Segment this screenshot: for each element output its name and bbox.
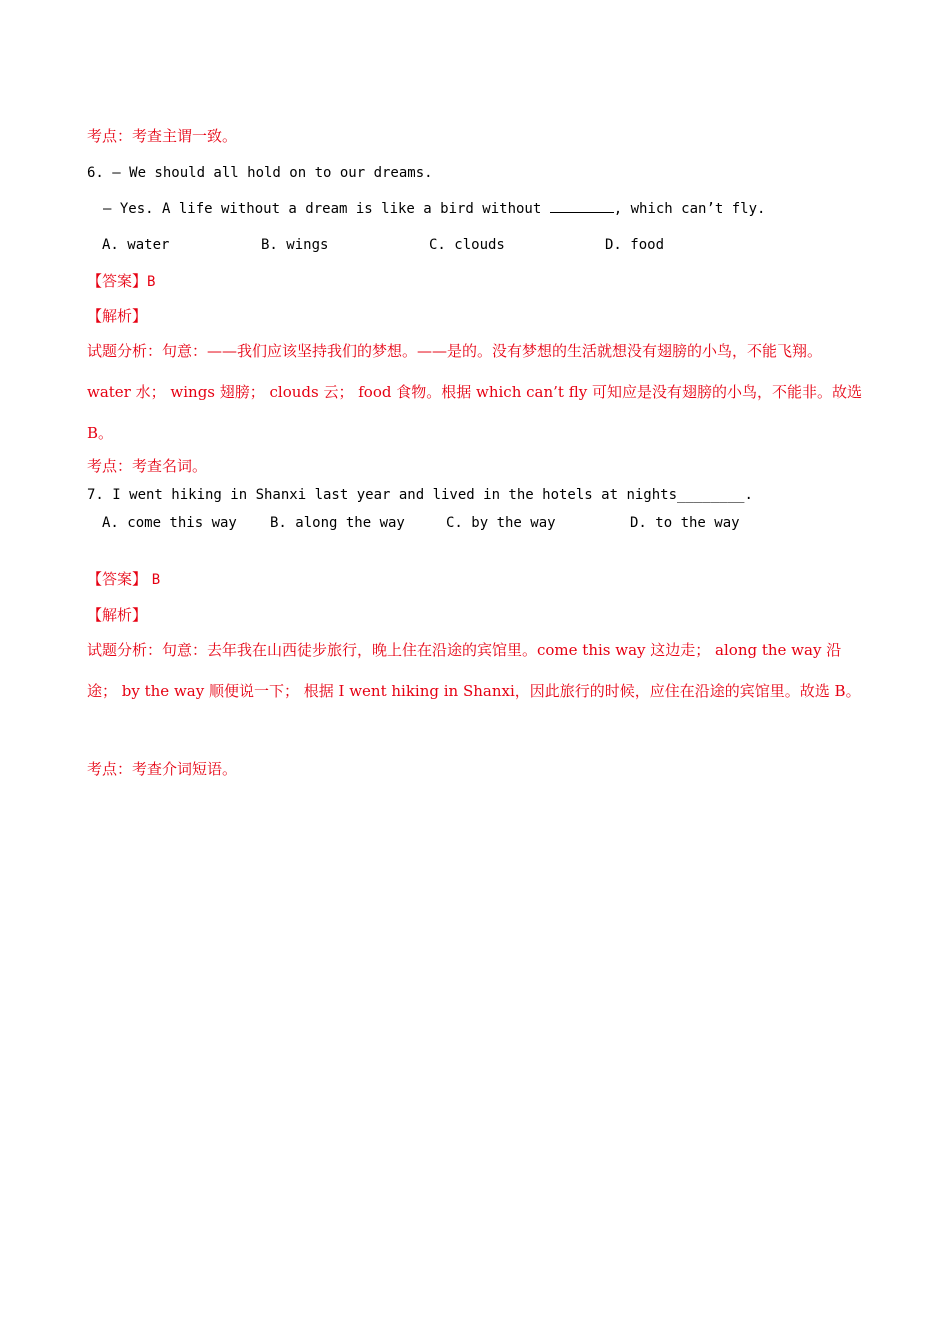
q6-option-a: A. water — [102, 237, 170, 253]
q6-option-c: C. clouds — [429, 237, 505, 253]
q6-question-line1: 6. — We should all hold on to our dreams. — [87, 165, 433, 181]
q6-options — [87, 235, 867, 255]
q6-line2-before: — Yes. A life without a dream is like a bird without — [103, 201, 542, 217]
q7-analysis-label: 【解析】 — [87, 606, 148, 624]
q7-answer-value: B — [151, 572, 161, 588]
q6-answer-blank — [550, 200, 614, 213]
q7-option-a: A. come this way — [102, 515, 237, 531]
q7-option-c: C. by the way — [446, 515, 556, 531]
q6-answer-value: B — [147, 274, 156, 290]
q7-kaodian: 考点：考查介词短语。 — [87, 760, 238, 778]
q6-analysis-text: 试题分析：句意：——我们应该坚持我们的梦想。——是的。没有梦想的生活就想没有翅膀的小鸟，不能飞翔。water 水； wings 翅膀； clouds 云； food 食物。根据 which can’t fly 可知应是没有翅膀的小鸟，不能非。故选 B。 — [87, 342, 862, 442]
q7-answer — [87, 569, 867, 590]
q7-option-b: B. along the way — [270, 515, 405, 531]
q6-line2-after: , which can’t fly. — [613, 201, 766, 217]
q6-option-d: D. food — [605, 237, 665, 253]
q7-options — [87, 513, 867, 533]
q7-question-line1: 7. I went hiking in Shanxi last year and lived in the hotels at nights________. — [87, 487, 753, 503]
q6-analysis-label: 【解析】 — [87, 307, 148, 325]
q5-kaodian: 考点：考查主谓一致。 — [87, 127, 238, 145]
q6-question-line2 — [103, 199, 883, 219]
q7-analysis-text: 试题分析：句意：去年我在山西徒步旅行，晚上住在沿途的宾馆里。come this way 这边走； along the way 沿途； by the way 顺便说一下； 根据 I went hiking in Shanxi，因此旅行的时候，应住在沿途的宾馆里。故选 B。 — [87, 641, 861, 700]
q7-option-d: D. to the way — [630, 515, 740, 531]
q6-answer-label: 【答案】 — [87, 272, 148, 290]
q7-answer-label: 【答案】 — [87, 570, 148, 588]
q6-kaodian: 考点：考查名词。 — [87, 457, 208, 475]
q6-answer — [87, 271, 867, 292]
q6-option-b: B. wings — [261, 237, 329, 253]
